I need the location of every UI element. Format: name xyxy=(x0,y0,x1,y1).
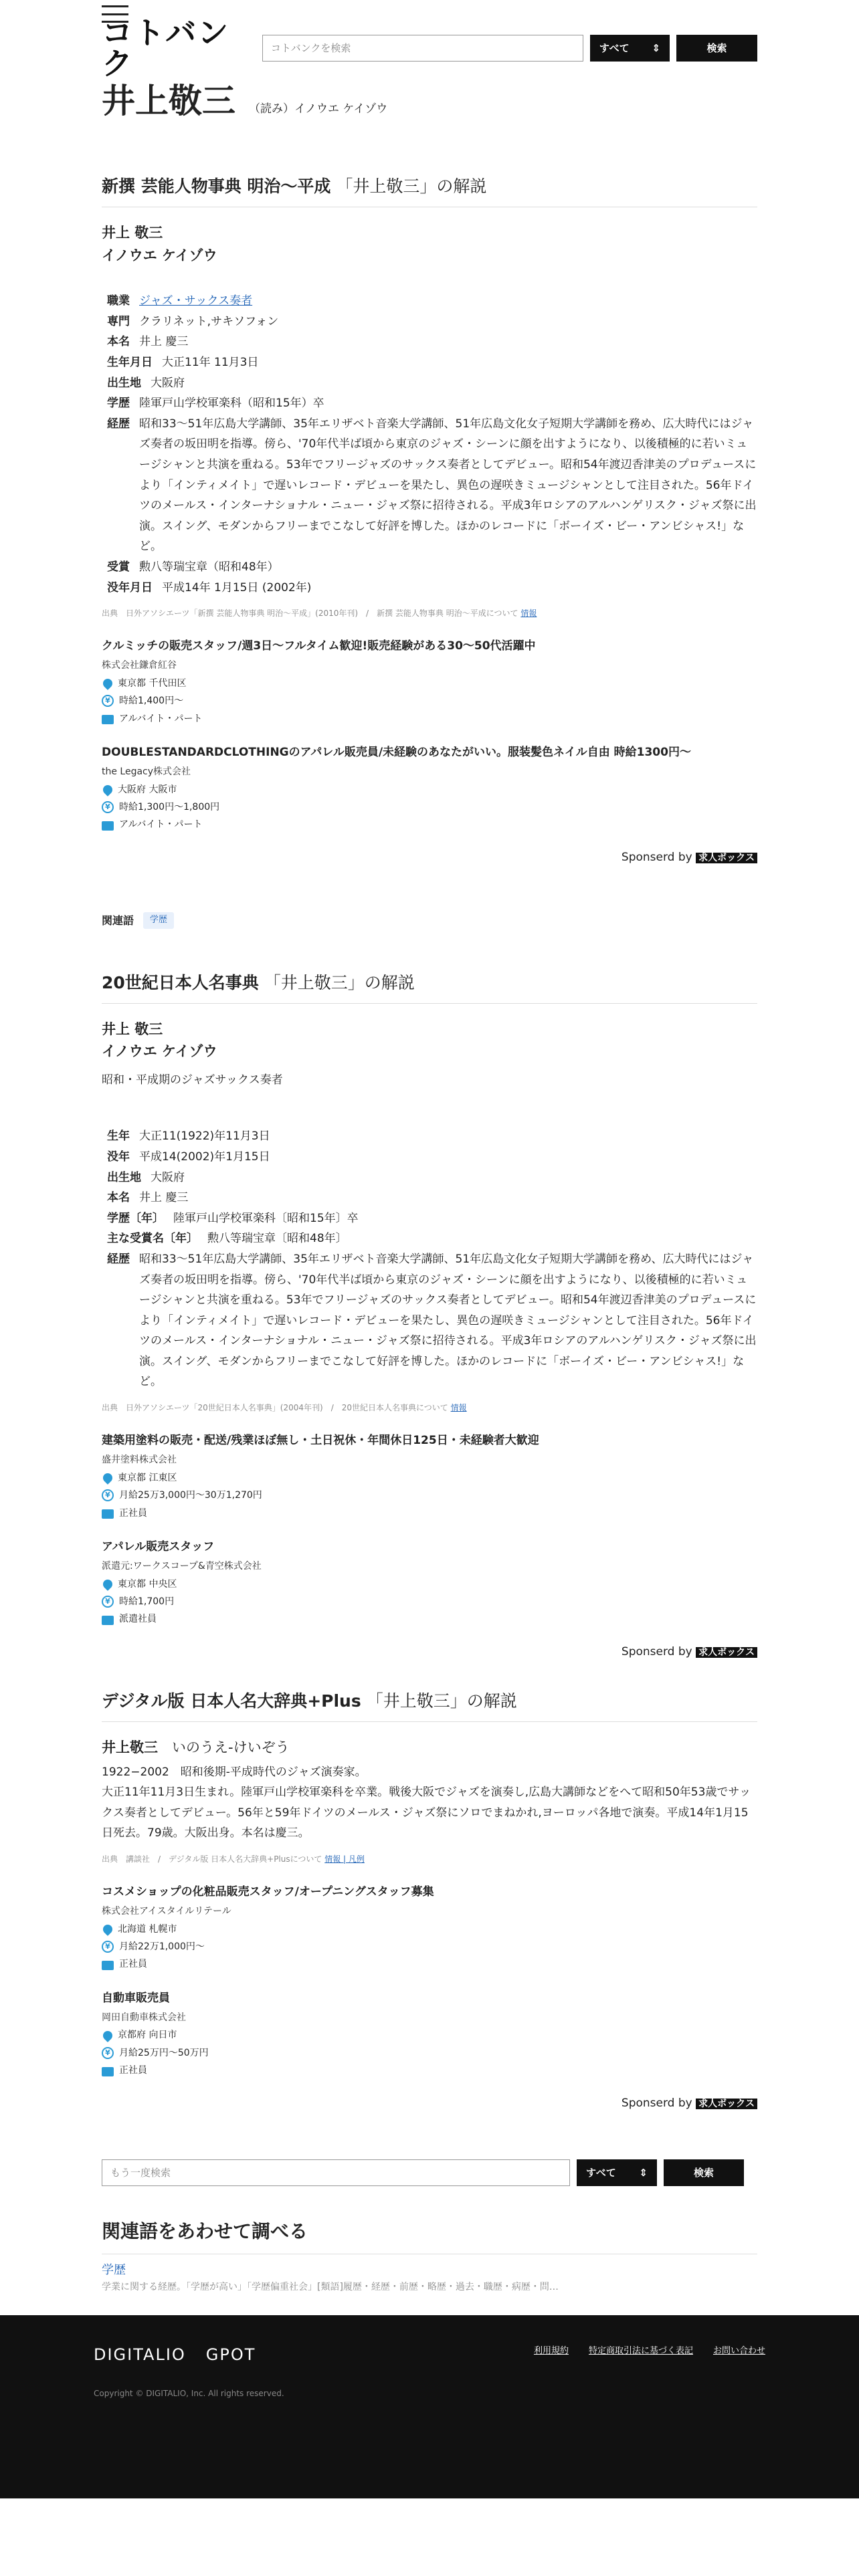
row-key: 没年 xyxy=(107,1150,130,1164)
page-title: 井上敬三 xyxy=(102,82,235,120)
job-type xyxy=(102,817,757,832)
job-pay xyxy=(102,1939,757,1954)
bottom-category-select[interactable] xyxy=(577,2159,657,2186)
row-value: 陸軍戸山学校軍楽科〔昭和15年〕卒 xyxy=(173,1211,359,1225)
job-pay-text: 月給25万円～50万円 xyxy=(119,2047,209,2058)
sponsor-logo[interactable]: 求人ボックス xyxy=(696,2099,757,2109)
sponsored-by xyxy=(102,849,757,867)
row-key: 経歴 xyxy=(107,1252,130,1266)
job-title[interactable]: 建築用塗料の販売・配送/残業ほぼ無し・土日祝休・年間休日125日・未経験者大歓迎 xyxy=(102,1434,539,1448)
job-place xyxy=(102,1577,757,1592)
footer xyxy=(0,2315,859,2498)
job-pay xyxy=(102,2046,757,2060)
bottom-search-button[interactable]: 検索 xyxy=(664,2159,744,2186)
job-pay-text: 時給1,400円～ xyxy=(119,695,184,707)
job-place-text: 大阪府 大阪市 xyxy=(118,784,177,795)
location-pin-icon xyxy=(101,1923,114,1936)
section-title xyxy=(102,970,757,1004)
section-dictionary-2 xyxy=(102,970,757,1415)
location-pin-icon xyxy=(101,783,114,796)
source-text: 出典 講談社 / デジタル版 日本人名大辞典+Plusについて xyxy=(102,1854,322,1864)
job-type-text: 正社員 xyxy=(119,1507,147,1519)
gpot-logo[interactable]: GPOT xyxy=(205,2345,256,2364)
row-key: 職業 xyxy=(107,294,130,308)
yen-icon: ¥ xyxy=(102,1489,114,1501)
chevron-updown-icon: ⇕ xyxy=(639,2166,648,2179)
row-value: 井上 慶三 xyxy=(139,335,189,349)
source-text: 出典 日外アソシエーツ「新撰 芸能人物事典 明治～平成」(2010年刊) / 新撰 芸能人物事典 明治～平成について xyxy=(102,609,518,619)
footer-links xyxy=(514,2345,765,2359)
job-type xyxy=(102,1506,757,1521)
row-value: 大阪府 xyxy=(151,376,185,390)
dictionary-name: 20世紀日本人名事典 xyxy=(102,972,259,992)
page-heading xyxy=(102,83,757,120)
row-birthplace xyxy=(102,1168,757,1188)
source-info-link[interactable]: 情報 | 凡例 xyxy=(324,1854,365,1864)
dictionary-name: デジタル版 日本人名大辞典+Plus xyxy=(102,1691,361,1711)
job-place-text: 東京都 千代田区 xyxy=(118,677,187,689)
row-value: 陸軍戸山学校軍楽科（昭和15年）卒 xyxy=(139,397,324,411)
sponsored-label: Sponserd by xyxy=(621,1644,692,1658)
related-lookup xyxy=(102,2217,757,2295)
bottom-search-input[interactable]: もう一度検索 xyxy=(102,2159,570,2186)
row-key: 生年 xyxy=(107,1130,130,1144)
row-birthplace xyxy=(102,373,757,394)
source-note xyxy=(102,1853,757,1866)
job-card[interactable] xyxy=(102,1538,757,1627)
job-company: 株式会社アイスタイルリテール xyxy=(102,1906,231,1917)
row-value: 平成14年 1月15日 (2002年) xyxy=(162,580,312,595)
yen-icon: ¥ xyxy=(102,2047,114,2059)
job-type-text: 正社員 xyxy=(119,2065,147,2076)
job-place-text: 東京都 江東区 xyxy=(118,1472,177,1483)
row-value: クラリネット,サキソフォン xyxy=(139,314,279,328)
yen-icon: ¥ xyxy=(102,801,114,813)
job-place xyxy=(102,2028,757,2042)
row-value: 大阪府 xyxy=(151,1170,185,1184)
job-title[interactable]: 自動車販売員 xyxy=(102,1991,170,2005)
job-type-text: アルバイト・パート xyxy=(119,819,203,831)
section-title xyxy=(102,173,757,207)
source-note xyxy=(102,607,757,620)
footer-link-terms[interactable]: 利用規約 xyxy=(533,2346,569,2356)
job-title[interactable]: アパレル販売スタッフ xyxy=(102,1540,215,1553)
row-value: 平成14(2002)年1月15日 xyxy=(139,1150,270,1164)
row-key: 出生地 xyxy=(107,376,141,390)
job-company: the Legacy株式会社 xyxy=(102,766,191,778)
location-pin-icon xyxy=(101,1471,114,1485)
entry-line1: 1922−2002 昭和後期-平成時代のジャズ演奏家。 xyxy=(102,1765,367,1779)
section-dictionary-1 xyxy=(102,173,757,620)
entry-name-kana: イノウエ ケイゾウ xyxy=(102,1043,217,1060)
entry-name xyxy=(102,1018,757,1063)
job-company: 派遣元:ワークスコープ&青空株式会社 xyxy=(102,1561,262,1572)
related-lookup-item xyxy=(102,2261,757,2280)
sponsor-logo[interactable]: 求人ボックス xyxy=(696,1647,757,1658)
entry-name xyxy=(102,222,757,267)
source-info-link[interactable]: 情報 xyxy=(520,609,537,619)
footer-link-tokushoho[interactable]: 特定商取引法に基づく表記 xyxy=(588,2346,693,2356)
related-lookup-desc: 学業に関する経歴。「学歴が高い」「学歴偏重社会」[類語]履歴・経歴・前歴・略歴・過去・職歴・病歴・問… xyxy=(102,2282,559,2293)
row-value: 大正11(1922)年11月3日 xyxy=(139,1130,270,1144)
location-pin-icon xyxy=(101,2029,114,2042)
section-title-rest: 「井上敬三」の解説 xyxy=(366,1691,517,1711)
briefcase-icon xyxy=(102,1961,114,1970)
bottom-search-bar xyxy=(102,2159,757,2186)
job-title[interactable]: クルミッチの販売スタッフ/週3日～フルタイム歓迎!販売経験がある30～50代活躍中 xyxy=(102,639,536,653)
related-lookup-link[interactable]: 学歴 xyxy=(102,2262,126,2277)
job-card[interactable] xyxy=(102,637,757,726)
section-dictionary-3 xyxy=(102,1688,757,1866)
digitalio-logo[interactable]: DIGITALIO xyxy=(94,2345,186,2364)
job-company: 岡田自動車株式会社 xyxy=(102,2012,186,2024)
job-place-text: 東京都 中央区 xyxy=(118,1578,177,1590)
sponsored-label: Sponserd by xyxy=(621,850,692,864)
entry-name xyxy=(102,1737,757,1759)
job-card[interactable] xyxy=(102,1883,757,1972)
job-place xyxy=(102,1471,757,1485)
header xyxy=(102,0,757,82)
job-list-2 xyxy=(102,1432,757,1661)
job-card[interactable] xyxy=(102,1990,757,2078)
entry-rows xyxy=(102,291,757,598)
row-key: 専門 xyxy=(107,314,130,328)
row-value: 井上 慶三 xyxy=(139,1191,189,1205)
section-title-rest: 「井上敬三」の解説 xyxy=(336,177,487,196)
source-note xyxy=(102,1402,757,1414)
job-list-1 xyxy=(102,637,757,867)
entry-name-kanji: 井上 敬三 xyxy=(102,1021,163,1037)
yen-icon: ¥ xyxy=(102,1941,114,1953)
job-pay xyxy=(102,1594,757,1609)
category-select[interactable] xyxy=(590,35,670,62)
row-key: 出生地 xyxy=(107,1170,141,1184)
source-text: 出典 日外アソシエーツ「20世紀日本人名事典」(2004年刊) / 20世紀日本人名事典について xyxy=(102,1403,448,1413)
entry-name-kana: イノウエ ケイゾウ xyxy=(102,247,217,263)
site-logo[interactable]: コトバンク xyxy=(102,15,230,82)
row-award xyxy=(102,557,757,578)
job-pay-text: 時給1,300円～1,800円 xyxy=(119,802,220,813)
briefcase-icon xyxy=(102,2067,114,2076)
job-type-text: 派遣社員 xyxy=(119,1614,157,1625)
row-education xyxy=(102,393,757,414)
related-label: 関連語 xyxy=(102,914,134,927)
row-key: 本名 xyxy=(107,335,130,349)
related-chip[interactable]: 学歴 xyxy=(143,912,174,929)
footer-copyright: Copyright © DIGITALIO, Inc. All rights reserved. xyxy=(94,2389,284,2399)
row-death xyxy=(102,1147,757,1168)
row-key: 学歴 xyxy=(107,397,130,411)
job-place-text: 北海道 札幌市 xyxy=(118,1923,177,1935)
job-type-text: アルバイト・パート xyxy=(119,713,203,724)
row-career xyxy=(102,1249,757,1392)
related-lookup-title: 関連語をあわせて調べる xyxy=(102,2217,757,2254)
job-type-text: 正社員 xyxy=(119,1959,147,1970)
sponsored-by xyxy=(102,2095,757,2113)
entry-name-kana: いのうえ-けいぞう xyxy=(172,1739,290,1755)
search-input[interactable]: コトバンクを検索 xyxy=(262,35,583,62)
row-value: 勲八等瑞宝章（昭和48年） xyxy=(139,560,279,574)
job-pay-text: 時給1,700円 xyxy=(119,1596,175,1607)
job-pay-text: 月給22万1,000円～ xyxy=(119,1941,205,1953)
row-honmyo xyxy=(102,1188,757,1208)
row-value: 大正11年 11月3日 xyxy=(162,355,259,369)
row-key: 経歴 xyxy=(107,417,130,431)
job-card[interactable] xyxy=(102,744,757,833)
page-yomi: （読み）イノウエ ケイゾウ xyxy=(249,102,388,116)
row-key: 学歴〔年〕 xyxy=(107,1211,164,1225)
row-key: 没年月日 xyxy=(107,580,153,595)
job-pay xyxy=(102,693,757,708)
job-title[interactable]: DOUBLESTANDARDCLOTHINGのアパレル販売員/未経験のあなたがいい。服装髪色ネイル自由 時給1300円～ xyxy=(102,746,691,760)
row-birth xyxy=(102,1126,757,1147)
career-text: 昭和33～51年広島大学講師、35年エリザベト音楽大学講師、51年広島文化女子短期大学講師を務め、広大時代にはジャズ奏者の坂田明を指導。傍ら、'70年代半ば頃から東京のジャズ・シーンに顔を出すようになり、以後積極的に若いミュージシャンと共演を重ねる。53年でフリージャズのサックス奏者としてデビュー。昭和54年渡辺香津美のプロデュースにより「インティメイト」で遅いレコード・デビューを果たし、異色の遅咲きミュージシャンとして注目された。56年ドイツのメールス・インターナショナル・ニュー・ジャズ祭に招待される。平成3年ロシアのアルハンゲリスク・ジャズ祭に出演。スイング、モダンからフリーまでこなして好評を博した。ほかのレコードに「ボーイズ・ビー・アンビシャス!」など。 xyxy=(139,1252,757,1389)
row-birth xyxy=(102,352,757,373)
row-senmon xyxy=(102,312,757,332)
job-place xyxy=(102,1922,757,1937)
briefcase-icon xyxy=(102,821,114,831)
footer-link-contact[interactable]: お問い合わせ xyxy=(712,2346,765,2356)
row-key: 本名 xyxy=(107,1191,130,1205)
job-company: 株式会社鎌倉紅谷 xyxy=(102,660,177,671)
job-pay xyxy=(102,1488,757,1503)
briefcase-icon xyxy=(102,715,114,724)
job-type xyxy=(102,1612,757,1626)
job-pay xyxy=(102,800,757,815)
row-education xyxy=(102,1208,757,1229)
row-key: 生年月日 xyxy=(107,355,153,369)
job-company: 盛井塗料株式会社 xyxy=(102,1455,177,1466)
category-select-label: すべて xyxy=(586,2166,616,2179)
job-list-3 xyxy=(102,1883,757,2113)
row-award xyxy=(102,1228,757,1249)
search-button[interactable]: 検索 xyxy=(676,35,757,62)
source-info-link[interactable]: 情報 xyxy=(450,1403,467,1413)
job-title[interactable]: コスメショップの化粧品販売スタッフ/オープニングスタッフ募集 xyxy=(102,1885,434,1899)
row-honmyo xyxy=(102,332,757,352)
job-place xyxy=(102,782,757,797)
briefcase-icon xyxy=(102,1616,114,1625)
job-type xyxy=(102,2063,757,2078)
job-pay-text: 月給25万3,000円～30万1,270円 xyxy=(119,1490,262,1501)
yen-icon: ¥ xyxy=(102,695,114,707)
row-key: 主な受賞名〔年〕 xyxy=(107,1232,198,1246)
sponsored-by xyxy=(102,1643,757,1661)
dictionary-name: 新撰 芸能人物事典 明治～平成 xyxy=(102,177,331,196)
sponsored-label: Sponserd by xyxy=(621,2096,692,2110)
career-text: 昭和33～51年広島大学講師、35年エリザベト音楽大学講師、51年広島文化女子短期大学講師を務め、広大時代にはジャズ奏者の坂田明を指導。傍ら、'70年代半ば頃から東京のジャズ・シーンに顔を出すようになり、以後積極的に若いミュージシャンと共演を重ねる。53年でフリージャズのサックス奏者としてデビュー。昭和54年渡辺香津美のプロデュースにより「インティメイト」で遅いレコード・デビューを果たし、異色の遅咲きミュージシャンとして注目された。56年ドイツのメールス・インターナショナル・ニュー・ジャズ祭に招待される。平成3年ロシアのアルハンゲリスク・ジャズ祭に出演。スイング、モダンからフリーまでこなして好評を博した。ほかのレコードに「ボーイズ・ビー・アンビシャス!」など。 xyxy=(139,417,757,554)
job-place-text: 京都府 向日市 xyxy=(118,2030,177,2041)
briefcase-icon xyxy=(102,1509,114,1519)
job-type xyxy=(102,1957,757,1971)
entry-rows xyxy=(102,1126,757,1392)
row-value: 勲八等瑞宝章〔昭和48年〕 xyxy=(207,1232,347,1246)
category-select-label: すべて xyxy=(599,42,630,54)
row-key: 受賞 xyxy=(107,560,130,574)
entry-description: 昭和・平成期のジャズサックス奏者 xyxy=(102,1073,283,1087)
yen-icon: ¥ xyxy=(102,1596,114,1608)
row-career xyxy=(102,414,757,557)
entry-name-kanji: 井上敬三 xyxy=(102,1739,158,1755)
row-death xyxy=(102,578,757,599)
row-shokugyo xyxy=(102,291,757,312)
chevron-updown-icon: ⇕ xyxy=(652,42,661,54)
related-words xyxy=(102,912,757,930)
section-title-rest: 「井上敬三」の解説 xyxy=(264,972,415,992)
job-place xyxy=(102,676,757,691)
sponsor-logo[interactable]: 求人ボックス xyxy=(696,853,757,863)
job-card[interactable] xyxy=(102,1432,757,1521)
entry-name-kanji: 井上 敬三 xyxy=(102,225,163,241)
location-pin-icon xyxy=(101,677,114,690)
job-type xyxy=(102,712,757,726)
row-value[interactable]: ジャズ・サックス奏者 xyxy=(139,294,253,308)
location-pin-icon xyxy=(101,1578,114,1591)
entry-line2: 大正11年11月3日生まれ。陸軍戸山学校軍楽科を卒業。戦後大阪でジャズを演奏し,広島大講師などをへて昭和50年53歳でサックス奏者としてデビュー。56年と59年ドイツのメールス・ジャズ祭にソロでまねかれ,ヨーロッパ各地で演奏。平成14年1月15日死去。79歳。大阪出身。本名は慶三。 xyxy=(102,1786,751,1840)
section-title xyxy=(102,1688,757,1722)
